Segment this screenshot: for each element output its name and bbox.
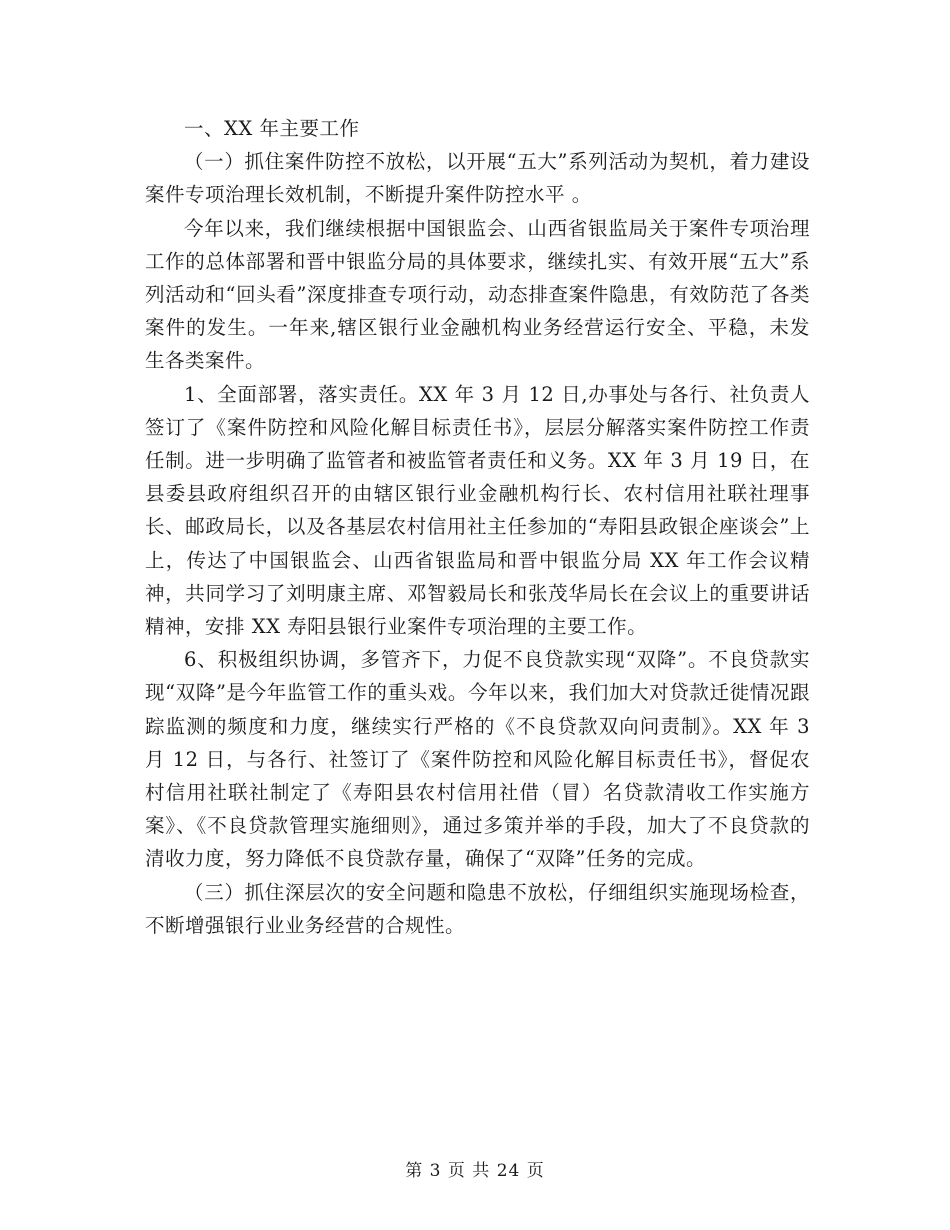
- paragraph-inspection-title: （三）抓住深层次的安全问题和隐患不放松，仔细组织实施现场检查，不断增强银行业业务经营的合规性。: [145, 880, 810, 937]
- paragraph-bad-loans: 6、积极组织协调，多管齐下，力促不良贷款实现“双降”。不良贷款实现“双降”是今年监管工作的重头戏。今年以来，我们加大对贷款迁徙情况跟踪监测的频度和力度，继续实行严格的《不良贷款双向问责制》。XX 年 3 月 12 日，与各行、社签订了《案件防控和风险化解目标责任书》，督促农村信用社联社制定了《寿阳县农村信用社借（冒）名贷款清收工作实施方案》、《不良贷款管理实施细则》，通过多策并举的手段，加大了不良贷款的清收力度，努力降低不良贷款存量，确保了“双降”任务的完成。: [145, 648, 810, 871]
- paragraph-case-prevention-title: （一）抓住案件防控不放松，以开展“五大”系列活动为契机，着力建设案件专项治理长效机制，不断提升案件防控水平 。: [145, 150, 810, 207]
- page-footer: 第 3 页 共 24 页: [405, 1161, 545, 1181]
- document-body: [145, 112, 810, 942]
- section-heading: 一、XX 年主要工作: [184, 117, 360, 140]
- paragraph-deployment: 1、全面部署，落实责任。XX 年 3 月 12 日,办事处与各行、社负责人签订了《案件防控和风险化解目标责任书》，层层分解落实案件防控工作责任制。进一步明确了监管者和被监管者责任和义务。XX 年 3 月 19 日，在县委县政府组织召开的由辖区银行业金融机构行长、农村信用社联社理事长、邮政局长，以及各基层农村信用社主任参加的“寿阳县政银企座谈会”上上，传达了中国银监会、山西省银监局和晋中银监分局 XX 年工作会议精神，共同学习了刘明康主席、邓智毅局长和张茂华局长在会议上的重要讲话精神，安排 XX 寿阳县银行业案件专项治理的主要工作。: [145, 382, 810, 639]
- paragraph-overview: 今年以来，我们继续根据中国银监会、山西省银监局关于案件专项治理工作的总体部署和晋中银监分局的具体要求，继续扎实、有效开展“五大”系列活动和“回头看”深度排查专项行动，动态排查案件隐患，有效防范了各类案件的发生。一年来,辖区银行业金融机构业务经营运行安全、平稳，未发生各类案件。: [145, 216, 810, 373]
